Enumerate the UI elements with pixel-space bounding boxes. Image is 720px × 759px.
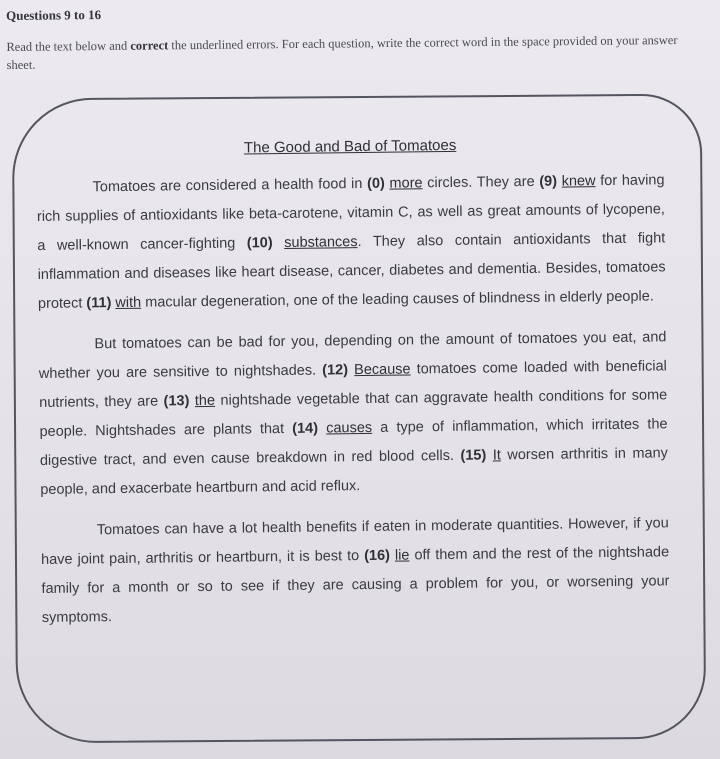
question-number-0: (0) (366, 175, 385, 192)
text-run: nightshade vegetable that can aggravate health conditions for some people. Nightshades are plants that (39, 387, 668, 440)
question-number-16: (16) (364, 547, 391, 565)
underlined-word-15: It (492, 447, 501, 464)
instructions-post: the underlined errors. For each question, write the correct word in the space provided on your answer sheet. (6, 32, 678, 72)
text-run: for having rich supplies of antioxidants like beta-carotene, vitamin C, as well as great amounts of lycopene, a well-known cancer-fighting (36, 172, 665, 254)
instructions-bold: correct (130, 38, 169, 53)
underlined-word-14: causes (326, 419, 373, 437)
text-run: worsen arthritis in many people, and exacerbate heartburn and acid reflux. (40, 445, 668, 498)
text-run: off them and the rest of the nightshade family for a month or so to see if they are causing a problem for you, or worsening your symptoms. (41, 544, 670, 626)
text-run: But tomatoes can be bad for you, depending on the amount of tomatoes you eat, and whether you are sensitive to nightshades. (38, 329, 667, 382)
questions-title: Questions 9 to 16 (6, 7, 102, 23)
underlined-word-16: lie (394, 547, 410, 564)
text-run: a type of inflammation, which irritates the digestive tract, and even cause breakdown in red blood cells. (39, 416, 668, 469)
text-run: Tomatoes are considered a health food in (92, 175, 368, 196)
question-number-14: (14) (292, 420, 319, 437)
text-run: circles. They are (422, 173, 540, 192)
question-number-9: (9) (539, 173, 558, 190)
paragraph-1 (36, 166, 666, 319)
text-run: Tomatoes can have a lot health benefits if eaten in moderate quantities. However, if you have joint pain, arthritis or heartburn, it is best to (41, 515, 669, 568)
underlined-word-9: knew (561, 173, 596, 190)
underlined-word-10: substances (284, 234, 358, 251)
underlined-word-0: more (389, 175, 423, 192)
question-header (6, 1, 707, 74)
story-content (36, 132, 670, 645)
text-run: tomatoes come loaded with beneficial nutrients, they are (39, 358, 667, 411)
paragraph-2 (38, 323, 668, 505)
question-number-15: (15) (460, 447, 487, 464)
paragraph-3 (41, 509, 670, 633)
text-run: macular degeneration, one of the leading causes of blindness in elderly people. (141, 288, 654, 311)
instructions-pre: Read the text below and (6, 38, 131, 54)
question-number-10: (10) (246, 235, 273, 252)
underlined-word-11: with (115, 294, 142, 312)
story-title: The Good and Bad of Tomatoes (243, 136, 457, 157)
question-number-12: (12) (322, 362, 349, 379)
instructions-text (6, 31, 696, 74)
text-run: . They also contain antioxidants that fight inflammation and diseases like heart disease, cancer, diabetes and dementia. Besides, tomatoes protect (37, 230, 666, 312)
underlined-word-13: the (194, 392, 216, 410)
question-number-13: (13) (163, 393, 190, 410)
question-number-11: (11) (86, 295, 112, 312)
underlined-word-12: Because (354, 361, 411, 379)
